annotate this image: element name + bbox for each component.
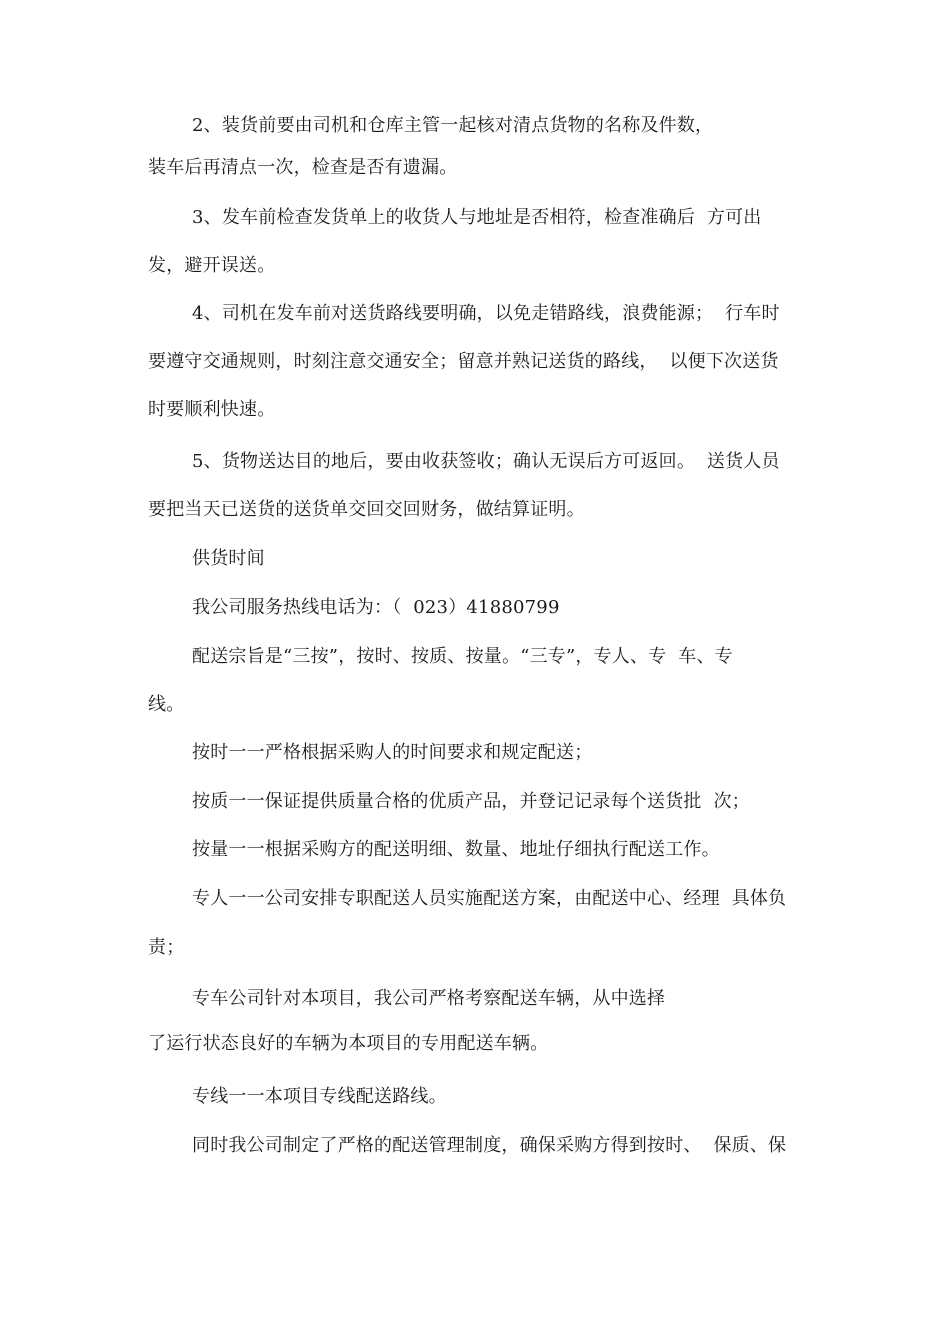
- text-line-3: 3、发车前检查发货单上的收货人与地址是否相符，检查准确后 方可出: [192, 207, 762, 228]
- text-line-16: 按量一一根据采购方的配送明细、数量、地址仔细执行配送工作。: [192, 839, 720, 860]
- text-line-8: 5、货物送达目的地后，要由收获签收；确认无误后方可返回。 送货人员: [192, 451, 780, 472]
- text-line-7: 时要顺利快速。: [148, 399, 276, 420]
- text-line-9: 要把当天已送货的送货单交回交回财务，做结算证明。: [148, 499, 585, 520]
- text-line-5: 4、司机在发车前对送货路线要明确，以免走错路线，浪费能源； 行车时: [192, 303, 780, 324]
- section-heading: 供货时间: [192, 548, 265, 569]
- text-line-19: 专车公司针对本项目，我公司严格考察配送车辆，从中选择: [192, 988, 666, 1009]
- text-line-21: 专线一一本项目专线配送路线。: [192, 1086, 447, 1107]
- text-line-2: 装车后再清点一次，检查是否有遗漏。: [148, 157, 458, 178]
- hotline-line: 我公司服务热线电话为：（ 023）41880799: [192, 597, 560, 618]
- text-line-1: 2、装货前要由司机和仓库主管一起核对清点货物的名称及件数，: [192, 115, 714, 136]
- text-line-12: 配送宗旨是“三按”，按时、按质、按量。“三专”，专人、专 车、专: [192, 646, 733, 667]
- text-line-15: 按质一一保证提供质量合格的优质产品，并登记记录每个送货批 次；: [192, 791, 750, 812]
- text-line-20: 了运行状态良好的车辆为本项目的专用配送车辆。: [148, 1033, 549, 1054]
- text-line-17: 专人一一公司安排专职配送人员实施配送方案，由配送中心、经理 具体负: [192, 888, 787, 909]
- text-line-14: 按时一一严格根据采购人的时间要求和规定配送；: [192, 742, 593, 763]
- text-line-6: 要遵守交通规则，时刻注意交通安全；留意并熟记送货的路线， 以便下次送货: [148, 351, 779, 372]
- text-line-13: 线。: [148, 694, 185, 715]
- text-line-18: 责；: [148, 937, 185, 958]
- text-line-22: 同时我公司制定了严格的配送管理制度，确保采购方得到按时、 保质、保: [192, 1135, 787, 1156]
- text-line-4: 发，避开误送。: [148, 255, 276, 276]
